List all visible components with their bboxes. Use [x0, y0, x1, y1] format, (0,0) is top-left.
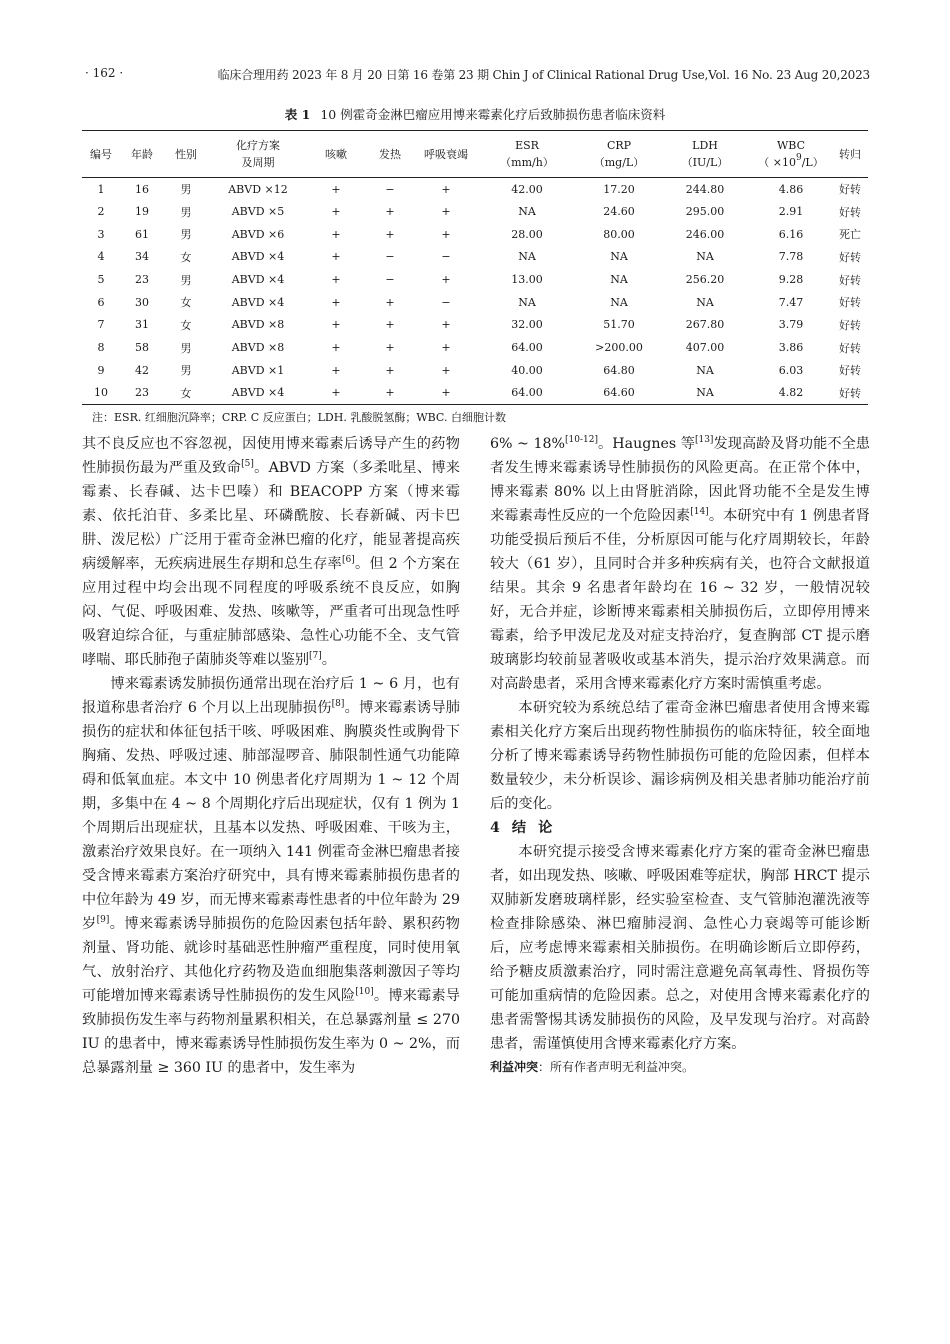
col-header-resp-failure: 呼吸衰竭 — [416, 131, 476, 178]
table-row — [82, 178, 868, 201]
col-header-ldh — [660, 131, 750, 178]
table-cell: 好转 — [839, 341, 861, 355]
col-header-regimen — [208, 131, 308, 178]
wbc-header-unit-a: （ ×10 — [758, 156, 796, 169]
table-cell: + — [331, 227, 341, 241]
journal-citation: 临床合理用药 2023 年 8 月 20 日第 16 卷第 23 期 Chin J of Clinical Rational Drug Use,Vol. 16 No. 23 Aug 20,2023 — [217, 68, 870, 82]
right-paragraph-1 — [490, 432, 870, 696]
table-cell: 8 — [97, 341, 105, 355]
table-cell: 28.00 — [511, 227, 543, 241]
right-column — [490, 432, 870, 1078]
table-cell: 好转 — [839, 364, 861, 378]
table-cell: 3.79 — [778, 318, 804, 332]
col-header-crp — [578, 131, 660, 178]
table-cell: 246.00 — [685, 227, 725, 241]
table-cell: 2.91 — [778, 205, 804, 219]
col-header-esr — [476, 131, 578, 178]
col-header-cough: 咳嗽 — [308, 131, 364, 178]
table-cell: 64.60 — [578, 382, 660, 405]
table-header — [82, 131, 868, 178]
table-cell: + — [331, 363, 341, 377]
conflict-of-interest — [490, 1056, 870, 1078]
table-cell: 3.86 — [778, 341, 804, 355]
table-cell: 好转 — [839, 183, 861, 197]
table-row — [82, 223, 868, 246]
table-cell: 1 — [97, 182, 105, 196]
table-cell: 女 — [180, 250, 192, 264]
col-header-wbc — [750, 131, 832, 178]
table-cell: 42 — [135, 363, 149, 377]
citation-ref: [7] — [309, 651, 322, 661]
table-cell: 好转 — [839, 273, 861, 287]
citation-ref: [14] — [690, 507, 709, 517]
right-paragraph-3: 本研究提示接受含博来霉素化疗方案的霍奇金淋巴瘤患者，如出现发热、咳嗽、呼吸困难等症状，胸部 HRCT 提示双肺新发磨玻璃样影，经实验室检查、支气管肺泡灌洗液等检查排除感染、淋巴瘤肺浸润、急性心力衰竭等可能诊断后，应考虑博来霉素相关肺损伤。在明确诊断后立即停药，给予糖皮质激素治疗，同时需注意避免高氧毒性、肾损伤等可能加重病情的危险因素。总之，对使用含博来霉素化疗的患者需警惕其诱发肺损伤的风险，及早发现与治疗。对高龄患者，需谨慎使用含博来霉素化疗方案。 — [490, 844, 870, 1052]
table-cell: + — [416, 382, 476, 405]
esr-header-line1: ESR — [515, 139, 539, 152]
citation-ref: [10] — [355, 987, 374, 997]
table-row — [82, 246, 868, 269]
col-header-no: 编号 — [82, 131, 120, 178]
table-cell: + — [385, 363, 395, 377]
col-header-fever: 发热 — [364, 131, 416, 178]
table-cell: + — [331, 341, 341, 355]
table-cell: 58 — [135, 341, 149, 355]
table-number: 表 1 — [284, 107, 311, 122]
table-cell: ABVD ×6 — [231, 227, 285, 241]
citation-ref: [10-12] — [565, 435, 599, 445]
table-cell: ABVD ×8 — [231, 341, 285, 355]
table-cell: + — [385, 205, 395, 219]
table-cell: + — [441, 205, 451, 219]
body-text: 发现高龄及肾功能不全患者发生博来霉素诱导性肺损伤的风险更高。在正常个体中，博来霉素 80% 以上由肾脏消除，因此肾功能不全是发生博来霉素毒性反应的一个危险因素 — [490, 436, 870, 524]
table-cell: NA — [518, 295, 536, 309]
table-cell: 34 — [135, 250, 149, 264]
col-header-age: 年龄 — [120, 131, 164, 178]
table-row — [82, 291, 868, 314]
table-cell: NA — [610, 295, 628, 309]
left-column — [82, 432, 460, 1080]
table-cell: NA — [696, 250, 714, 264]
table-cell: 好转 — [839, 205, 861, 219]
table-cell: + — [385, 318, 395, 332]
right-paragraph-2: 本研究较为系统总结了霍奇金淋巴瘤患者使用含博来霉素相关化疗方案后出现药物性肺损伤的临床特征，较全面地分析了博来霉素诱导药物性肺损伤可能的危险因素，但样本数量较少，未分析误诊、漏诊病例及相关患者肺功能治疗前后的变化。 — [490, 700, 870, 812]
table-cell: 6 — [97, 295, 105, 309]
table-cell: 32.00 — [511, 318, 543, 332]
table-footnote: 注：ESR. 红细胞沉降率；CRP. C 反应蛋白；LDH. 乳酸脱氢酶；WBC. 白细胞计数 — [92, 411, 506, 424]
table-cell: − — [385, 182, 395, 196]
table-cell: 5 — [97, 273, 105, 287]
table-cell: 6.16 — [778, 227, 804, 241]
table-cell: 男 — [180, 228, 192, 242]
table-cell: NA — [518, 205, 536, 219]
table-cell: 295.00 — [685, 205, 725, 219]
table-cell: 好转 — [839, 296, 861, 310]
citation-ref: [9] — [96, 915, 110, 925]
page-number: · 162 · — [85, 66, 124, 80]
table-cell: 407.00 — [685, 341, 725, 355]
table-cell: − — [385, 250, 395, 264]
table-cell: NA — [518, 250, 536, 264]
table-cell: 男 — [180, 341, 192, 355]
table-cell: 42.00 — [511, 182, 543, 196]
table-cell: 死亡 — [839, 228, 861, 242]
table-cell: + — [331, 318, 341, 332]
table-cell: 30 — [135, 295, 149, 309]
table-cell: + — [441, 341, 451, 355]
table-cell: 2 — [97, 205, 105, 219]
table-cell: 好转 — [839, 318, 861, 332]
table-row — [82, 268, 868, 291]
ldh-header-line1: LDH — [692, 139, 718, 152]
section-title: 结论 — [511, 820, 565, 836]
body-text: 。Haugnes 等 — [598, 436, 695, 452]
table-cell: 256.20 — [685, 273, 725, 287]
table-cell: 女 — [180, 296, 192, 310]
table-row — [82, 336, 868, 359]
table-cell: 13.00 — [511, 273, 543, 287]
table-cell: + — [385, 341, 395, 355]
table-row — [82, 382, 868, 405]
body-text: 。博来霉素诱导肺损伤的症状和体征包括干咳、呼吸困难、胸膜炎性或胸骨下胸痛、发热、呼吸过速、肺部湿啰音、肺限制性通气功能障碍和低氧血症。本文中 10 例患者化疗周期为 1 ~ 12 个周期，多集中在 4 ~ 8 个周期化疗后出现症状，仅有 1 例为 1 个周期后出现症状，且基本以发热、呼吸困难、干咳为主，激素治疗效果良好。在一项纳入 141 例霍奇金淋巴瘤患者接受含博来霉素方案治疗研究中，具有博来霉素肺损伤患者的中位年龄为 49 岁，而无博来霉素毒性患者的中位年龄为 29 岁 — [82, 700, 460, 932]
table-row — [82, 314, 868, 337]
table-cell: 4.82 — [750, 382, 832, 405]
ldh-header-line2: （IU/L） — [681, 156, 729, 169]
table-cell: 17.20 — [603, 182, 635, 196]
table-cell: − — [441, 250, 451, 264]
table-cell: 女 — [180, 318, 192, 332]
table-cell: 7 — [97, 318, 105, 332]
table-cell: ABVD ×4 — [231, 295, 285, 309]
regimen-header-line2: 及周期 — [241, 156, 275, 169]
table-cell: + — [331, 250, 341, 264]
table-cell: 男 — [180, 364, 192, 378]
running-header — [85, 66, 870, 84]
table-cell: 64.00 — [476, 382, 578, 405]
table-cell: NA — [660, 382, 750, 405]
body-text: 6% ~ 18% — [490, 436, 566, 452]
body-text: 。 — [321, 652, 336, 668]
table-title: 10 例霍奇金淋巴瘤应用博来霉素化疗后致肺损伤患者临床资料 — [320, 107, 666, 122]
left-paragraph-1 — [82, 432, 460, 672]
left-paragraph-2 — [82, 672, 460, 1080]
table-cell: 19 — [135, 205, 149, 219]
table-cell: 61 — [135, 227, 149, 241]
table-row — [82, 359, 868, 382]
col-header-outcome: 转归 — [832, 131, 868, 178]
section-heading-conclusion — [490, 816, 870, 840]
table-cell: 16 — [135, 182, 149, 196]
table-cell: 男 — [180, 273, 192, 287]
coi-label: 利益冲突 — [490, 1060, 539, 1074]
table-cell: 7.47 — [778, 295, 804, 309]
body-text: 。博来霉素导致肺损伤发生率与药物剂量累积相关，在总暴露剂量 ≤ 270 IU 的患者中，博来霉素诱导性肺损伤发生率为 0 ~ 2%，而总暴露剂量 ≥ 360 IU 的患者中，发生率为 — [82, 988, 460, 1076]
col-header-sex: 性别 — [164, 131, 208, 178]
table-cell: + — [308, 382, 364, 405]
citation-ref: [6] — [342, 555, 355, 565]
table-cell: + — [385, 295, 395, 309]
body-text: 。ABVD 方案（多柔吡星、博来霉素、长春碱、达卡巴嗪）和 BEACOPP 方案（博来霉素、依托泊苷、多柔比星、环磷酰胺、长春新碱、丙卡巴肼、泼尼松）广泛用于霍奇金淋巴瘤的化疗，能显著提高疾病缓解率，无疾病进展生存期和总生存率 — [82, 460, 460, 572]
table-cell: 80.00 — [603, 227, 635, 241]
clinical-data-table — [82, 130, 868, 405]
table-cell: + — [385, 227, 395, 241]
table-cell: + — [331, 295, 341, 309]
citation-ref: [13] — [694, 435, 714, 445]
body-text: 。但 2 个方案在应用过程中均会出现不同程度的呼吸系统不良反应，如胸闷、气促、呼吸困难、发热、咳嗽等，严重者可出现急性呼吸窘迫综合征，与重症肺部感染、急性心功能不全、支气管哮喘、耶氏肺孢子菌肺炎等难以鉴别 — [82, 556, 460, 668]
table-cell: 好转 — [839, 250, 861, 264]
citation-ref: [8] — [331, 699, 345, 709]
table-cell: 9 — [97, 363, 105, 377]
coi-text: ：所有作者声明无利益冲突。 — [538, 1060, 695, 1074]
wbc-header-line1: WBC — [776, 139, 805, 152]
table-cell: 40.00 — [511, 363, 543, 377]
table-cell: ABVD ×4 — [231, 250, 285, 264]
table-body — [82, 178, 868, 405]
table-caption — [0, 105, 950, 123]
table-cell: 51.70 — [603, 318, 635, 332]
table-cell: 64.80 — [603, 363, 635, 377]
table-cell: 9.28 — [778, 273, 804, 287]
table-cell: >200.00 — [595, 341, 643, 355]
body-text: 。博来霉素诱导肺损伤的危险因素包括年龄、累积药物剂量、肾功能、就诊时基础恶性肿瘤严重程度，同时使用氧气、放射治疗、其他化疗药物及造血细胞集落刺激因子等均可能增加博来霉素诱导性肺损伤的发生风险 — [82, 916, 460, 1004]
table-cell: 7.78 — [778, 250, 804, 264]
wbc-header-exponent: 9 — [795, 153, 802, 163]
esr-header-line2: （mm/h） — [500, 156, 554, 169]
table-cell: + — [441, 273, 451, 287]
table-cell: 244.80 — [685, 182, 725, 196]
table-cell: 23 — [135, 273, 149, 287]
citation-ref: [5] — [241, 459, 254, 469]
table-cell: + — [331, 182, 341, 196]
table-cell: ABVD ×8 — [231, 318, 285, 332]
body-text: 。本研究中有 1 例患者肾功能受损后预后不佳，分析原因可能与化疗周期较长，年龄较大（61 岁），且同时合并多种疾病有关，也符合文献报道结果。其余 9 名患者年龄均在 16 ~ 32 岁，一般情况较好，无合并症，诊断博来霉素相关肺损伤后，立即停用博来霉素，给予甲泼尼龙及对症支持治疗，复查胸部 CT 提示磨玻璃影均较前显著吸收或基本消失，提示治疗效果满意。而对高龄患者，采用含博来霉素化疗方案时需慎重考虑。 — [490, 508, 870, 692]
crp-header-line2: （mg/L） — [593, 156, 645, 169]
table-cell: NA — [610, 250, 628, 264]
table-cell: + — [331, 205, 341, 219]
table-cell: − — [441, 295, 451, 309]
table-cell: 好转 — [832, 382, 868, 405]
table-cell: ABVD ×12 — [228, 182, 288, 196]
table-cell: + — [441, 318, 451, 332]
table-cell: 31 — [135, 318, 149, 332]
table-cell: ABVD ×4 — [231, 273, 285, 287]
table-cell: ABVD ×4 — [208, 382, 308, 405]
table-cell: 4.86 — [778, 182, 804, 196]
table-cell: 10 — [82, 382, 120, 405]
table-cell: ABVD ×5 — [231, 205, 285, 219]
table-cell: 64.00 — [511, 341, 543, 355]
table-cell: 267.80 — [685, 318, 725, 332]
section-number: 4 — [490, 820, 500, 836]
body-text: 其不良反应也不容忽视，因使用博来霉素后诱导产生的药物性肺损伤最为严重及致命 — [82, 436, 460, 476]
table-cell: ABVD ×1 — [231, 363, 285, 377]
table-cell: 24.60 — [603, 205, 635, 219]
table-cell: − — [385, 273, 395, 287]
table-cell: 女 — [164, 382, 208, 405]
table-cell: 男 — [180, 183, 192, 197]
table-cell: 6.03 — [778, 363, 804, 377]
table-cell: + — [331, 273, 341, 287]
table-cell: NA — [696, 295, 714, 309]
regimen-header-line1: 化疗方案 — [236, 139, 280, 152]
table-cell: 4 — [97, 250, 105, 264]
table-cell: + — [364, 382, 416, 405]
crp-header-line1: CRP — [606, 139, 632, 152]
body-text: 博来霉素诱发肺损伤通常出现在治疗后 1 ~ 6 月，也有报道称患者治疗 6 个月以上出现肺损伤 — [82, 676, 460, 716]
table-cell: 男 — [180, 205, 192, 219]
table-cell: + — [441, 227, 451, 241]
table-cell: 3 — [97, 227, 105, 241]
wbc-header-unit-b: /L） — [801, 156, 824, 169]
table-cell: + — [441, 363, 451, 377]
table-cell: 23 — [120, 382, 164, 405]
header-row — [82, 131, 868, 178]
table-cell: NA — [696, 363, 714, 377]
table-row — [82, 200, 868, 223]
table-cell: NA — [610, 273, 628, 287]
table-cell: + — [441, 182, 451, 196]
